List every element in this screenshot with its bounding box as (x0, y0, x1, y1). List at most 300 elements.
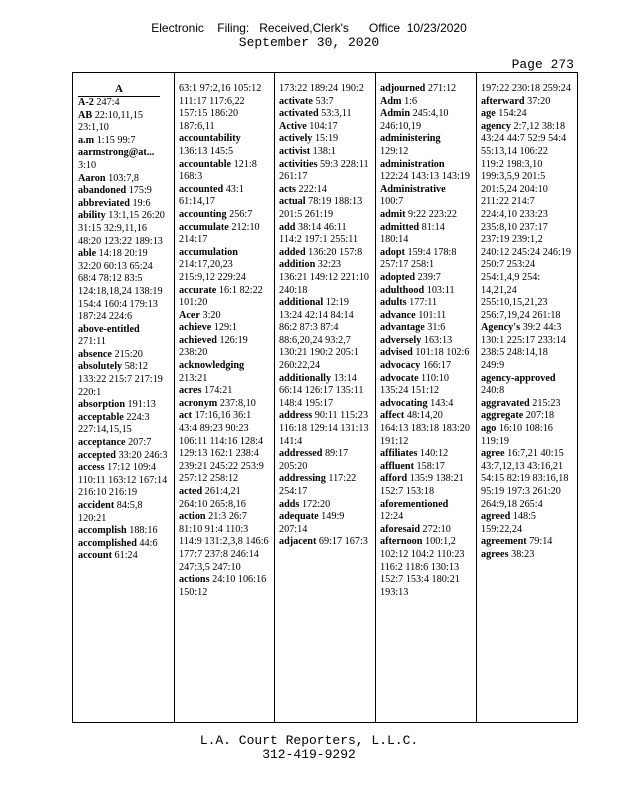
index-entry (279, 222, 370, 247)
index-term: agreement (481, 536, 527, 548)
index-entry (78, 349, 170, 362)
index-entry (481, 83, 572, 96)
index-refs: 16:7,21 40:15 43:7,12,13 43:16,21 54:15 82:19 83:16,18 95:19 197:3 261:20 264:9,18 265:4 (481, 448, 569, 510)
index-entry (481, 108, 572, 121)
index-refs: 12:24 (380, 511, 404, 523)
index-entry (78, 500, 170, 525)
index-refs: 22:10,11,15 23:1,10 (78, 109, 143, 134)
index-refs: 1:15 99:7 (96, 134, 136, 146)
index-refs: 53:7 (315, 95, 334, 107)
index-entry (380, 209, 471, 222)
index-entry (279, 184, 370, 197)
index-term: acres (179, 385, 202, 397)
index-refs: 148:5 159:22,24 (481, 511, 536, 535)
index-entry (380, 360, 471, 373)
index-entry (279, 83, 370, 96)
index-term: advance (380, 309, 416, 321)
index-entry (481, 536, 572, 549)
column-divider (476, 73, 477, 722)
index-refs: 239:7 (417, 271, 441, 283)
index-entry (179, 385, 270, 398)
index-term: afterward (481, 95, 525, 107)
index-entry (179, 285, 270, 310)
index-refs: 271:11 (78, 336, 106, 348)
index-entry (279, 373, 370, 411)
index-term: afford (380, 473, 408, 485)
index-entry (78, 198, 170, 211)
index-term: accumulate (179, 221, 229, 233)
index-column-2 (179, 83, 270, 718)
index-term: add (279, 221, 296, 233)
index-refs: 3:20 (202, 309, 221, 321)
index-term: aforementioned (380, 498, 449, 510)
index-term: a.m (78, 134, 95, 146)
index-term: accumulation (179, 246, 238, 258)
index-refs: 1:6 (404, 95, 418, 107)
index-refs: 53:3,11 (321, 108, 352, 120)
index-entry (279, 297, 370, 373)
index-refs: 163:13 (423, 334, 453, 346)
index-entry (179, 222, 270, 247)
index-refs: 136:20 157:8 (308, 246, 363, 258)
index-entry (279, 146, 370, 159)
index-refs: 166:17 (422, 360, 452, 372)
index-term: Agency's (481, 322, 521, 334)
index-term: aarmstrong@at... (78, 147, 155, 159)
index-refs: 84:5,8 120:21 (78, 500, 143, 524)
index-refs: 100:7 (380, 196, 404, 208)
index-entry (380, 335, 471, 348)
index-entry (279, 247, 370, 260)
index-entry (380, 133, 471, 158)
index-term: absorption (78, 399, 125, 411)
index-entry (380, 524, 471, 537)
index-term: access (78, 462, 105, 474)
index-refs: 188:16 (129, 525, 158, 537)
index-entry (279, 108, 370, 121)
index-refs: 224:3 227:14,15,15 (78, 411, 150, 436)
index-entry (380, 322, 471, 335)
index-term: agency (481, 120, 511, 132)
index-refs: 37:20 (527, 95, 551, 107)
index-refs: 63:1 97:2,16 105:12 111:17 117:6,22 157:15 186:20 187:6,11 (179, 83, 262, 132)
index-refs: 24:10 106:16 150:12 (179, 574, 267, 598)
index-entry (380, 398, 471, 411)
index-term: abbreviated (78, 197, 130, 209)
index-term: aggregate (481, 410, 524, 422)
index-term: additional (279, 297, 324, 309)
index-term: adults (380, 297, 407, 309)
index-term: account (78, 550, 112, 562)
index-entry (279, 511, 370, 536)
index-term: addition (279, 259, 316, 271)
index-term: activities (279, 158, 318, 170)
index-entry (78, 97, 170, 110)
index-refs: 16:10 108:16 119:19 (481, 423, 553, 447)
index-refs: 154:24 (498, 108, 527, 120)
index-entry (78, 412, 170, 437)
index-refs: 38:14 46:11 114:2 197:1 255:11 (279, 221, 359, 246)
index-refs: 17:16,16 36:1 43:4 89:23 90:23 106:11 114:16 128:4 129:13 162:1 238:4 239:21 245:22 253:9 257:12 258:12 (179, 410, 264, 485)
index-entry (179, 398, 270, 411)
index-term: actual (279, 196, 306, 208)
index-entry (78, 361, 170, 399)
index-term: ability (78, 210, 106, 222)
index-refs: 103:7,8 (108, 172, 139, 184)
index-entry (380, 247, 471, 272)
index-refs: 117:22 254:17 (279, 473, 357, 497)
index-entry (179, 322, 270, 335)
index-refs: 222:14 (298, 183, 327, 195)
index-entry (179, 335, 270, 360)
index-term: accomplish (78, 525, 127, 537)
index-entry (380, 159, 471, 184)
index-term: accepted (78, 449, 116, 461)
index-refs: 61:24 (114, 550, 138, 562)
index-refs: 136:13 145:5 (179, 145, 234, 157)
index-refs: 215:23 (532, 397, 561, 409)
index-term: acted (179, 486, 203, 497)
index-term: actions (179, 574, 210, 586)
index-term: addressed (279, 448, 323, 460)
index-refs: 100:1,2 102:12 104:2 110:23 116:2 118:6 130:13 152:7 153:4 180:21 193:13 (380, 536, 465, 598)
index-term: actively (279, 133, 313, 145)
index-term: accounting (179, 208, 227, 220)
index-term: affiliates (380, 448, 418, 460)
index-term: activated (279, 108, 319, 120)
index-term: address (279, 410, 313, 422)
index-refs: 90:11 115:23 116:18 129:14 131:13 141:4 (279, 410, 369, 447)
index-refs: 215:20 (114, 348, 143, 360)
index-refs: 261:4,21 264:10 265:8,16 (179, 486, 246, 510)
index-refs: 13:14 66:14 126:17 135:11 148:4 195:17 (279, 372, 364, 409)
index-entry (279, 410, 370, 448)
index-term: Active (279, 120, 307, 132)
index-column-1 (78, 83, 170, 718)
index-refs: 12:19 13:24 42:14 84:14 86:2 87:3 87:4 88:6,20,24 93:2,7 130:21 190:2 205:1 260:22,24 (279, 297, 359, 372)
index-term: acceptance (78, 437, 126, 449)
index-refs: 38:23 (511, 548, 535, 560)
index-entry (78, 210, 170, 248)
index-refs: 247:4 (96, 97, 120, 108)
index-refs: 89:17 205:20 (279, 448, 349, 472)
index-term: age (481, 108, 496, 120)
index-entry (78, 450, 170, 463)
index-refs: 14:18 20:19 32:20 60:13 65:24 68:4 78:12 83:5 124:18,18,24 138:19 154:4 160:4 179:13 187:24 224:6 (78, 248, 163, 323)
index-refs: 207:18 (525, 410, 555, 422)
index-term: admit (380, 208, 406, 220)
index-term: adversely (380, 334, 422, 346)
index-column-5 (481, 83, 572, 718)
index-refs: 39:2 44:3 130:1 225:17 233:14 238:5 248:14,18 249:9 (481, 322, 566, 372)
index-entry (481, 410, 572, 423)
index-term: affluent (380, 460, 414, 472)
index-term: advised (380, 347, 413, 359)
index-entry (78, 538, 170, 551)
index-refs: 101:11 (418, 309, 447, 321)
index-term: accident (78, 500, 115, 511)
page-number: Page 273 (511, 57, 574, 72)
index-term: abandoned (78, 185, 127, 197)
index-entry (279, 159, 370, 184)
index-refs: 44:6 (139, 537, 158, 549)
index-refs: 197:22 230:18 259:24 (481, 83, 571, 94)
index-term: aforesaid (380, 523, 420, 535)
index-refs: 43:1 61:14,17 (179, 183, 244, 208)
transcript-date: September 30, 2020 (238, 35, 380, 50)
index-entry (380, 285, 471, 298)
index-entry (179, 83, 270, 133)
index-refs: 2:7,12 38:18 43:24 44:7 52:9 54:4 55:13,14 106:22 119:2 198:3,10 199:3,5,9 201:5 201:5,24 204:10 211:22 214:7 224:4,10 233:23 235:8,10 237:17 237:19 239:1,2 240:12 245:24 246:19 250:7 253:24 254:1,4,9 254: 14,21,24 255:10,15,21,23 256:7,19,24 261:18 (481, 120, 571, 321)
index-term: activate (279, 95, 313, 107)
index-refs: 149:9 207:14 (279, 511, 345, 535)
index-entry (380, 222, 471, 247)
index-refs: 79:14 (529, 536, 553, 548)
index-refs: 135:9 138:21 152:7 153:18 (380, 473, 464, 497)
column-divider (174, 73, 175, 722)
index-entry (279, 121, 370, 134)
index-entry (279, 448, 370, 473)
index-refs: 103:11 (426, 284, 455, 296)
index-term: ago (481, 423, 497, 435)
index-entry (481, 549, 572, 562)
index-entry (179, 184, 270, 209)
index-entry (380, 297, 471, 310)
index-entry (179, 209, 270, 222)
index-entry (78, 324, 170, 349)
index-entry (380, 272, 471, 285)
index-entry (380, 499, 471, 524)
index-term: AB (78, 109, 93, 121)
index-term: aggravated (481, 397, 530, 409)
index-term: adopted (380, 271, 416, 283)
index-entry (380, 96, 471, 109)
index-entry (481, 398, 572, 411)
index-refs: 3:10 (78, 159, 97, 171)
index-refs: 17:12 109:4 110:11 163:12 167:14 216:10 216:19 (78, 462, 168, 499)
section-letter: A (78, 83, 160, 97)
index-entry (279, 259, 370, 297)
index-refs: 19:6 (132, 197, 151, 209)
index-term: advantage (380, 322, 425, 334)
index-refs: 256:7 (229, 208, 253, 220)
index-term: agency-approved (481, 372, 556, 384)
index-entry (380, 373, 471, 398)
index-entry (78, 185, 170, 198)
index-refs: 159:4 178:8 257:17 258:1 (380, 246, 457, 271)
index-entry (279, 96, 370, 109)
index-entry (380, 108, 471, 133)
index-entry (179, 410, 270, 486)
index-refs: 172:20 (301, 498, 331, 510)
index-entry (380, 448, 471, 461)
index-refs: 140:12 (419, 448, 449, 460)
index-term: addressing (279, 473, 326, 485)
index-term: adjacent (279, 536, 317, 548)
index-refs: 138:1 (312, 145, 336, 157)
index-refs: 245:4,10 246:10,19 (380, 108, 449, 132)
index-refs: 212:10 214:17 (179, 221, 260, 246)
index-entry (380, 347, 471, 360)
index-refs: 104:17 (309, 120, 338, 132)
index-refs: 122:24 143:13 143:19 (380, 171, 470, 183)
index-entry (481, 96, 572, 109)
index-entry (78, 462, 170, 500)
index-refs: 175:9 (128, 185, 152, 197)
index-term: adjourned (380, 83, 426, 94)
filing-stamp: Electronic Filing: Received,Clerk's Office 10/23/2020 (151, 21, 467, 35)
column-divider (274, 73, 275, 722)
reporter-company: L.A. Court Reporters, L.L.C. (199, 733, 419, 748)
index-entry (179, 159, 270, 184)
index-term: acknowledging (179, 360, 245, 372)
index-refs: 48:14,20 164:13 183:18 183:20 191:12 (380, 410, 470, 447)
index-refs: 237:8,10 (219, 397, 256, 409)
index-entry (481, 423, 572, 448)
index-refs: 9:22 223:22 (408, 208, 457, 220)
index-refs: 158:17 (416, 460, 445, 472)
index-refs: 121:8 168:3 (179, 158, 257, 183)
index-entry (78, 550, 170, 563)
index-refs: 31:6 (427, 322, 446, 334)
index-refs: 33:20 246:3 (118, 449, 168, 461)
index-refs: 110:10 135:24 151:12 (380, 372, 449, 397)
index-term: Admin (380, 108, 411, 120)
index-entry (380, 473, 471, 498)
index-refs: 177:11 (409, 297, 438, 309)
index-term: Acer (179, 309, 200, 321)
index-refs: 173:22 189:24 190:2 (279, 83, 364, 94)
index-entry (380, 461, 471, 474)
index-refs: 240:8 (481, 385, 505, 397)
column-divider (375, 73, 376, 722)
index-term: achieved (179, 334, 217, 346)
index-entry (179, 486, 270, 511)
index-term: adulthood (380, 284, 425, 296)
index-entry (481, 121, 572, 323)
index-table (72, 72, 578, 723)
index-entry (78, 437, 170, 450)
index-term: accomplished (78, 537, 137, 549)
index-refs: 81:14 180:14 (380, 221, 445, 246)
index-term: absolutely (78, 361, 123, 373)
index-entry (380, 410, 471, 448)
index-entry (380, 536, 471, 599)
index-refs: 126:19 238:20 (179, 334, 248, 359)
index-entry (78, 399, 170, 412)
index-term: action (179, 511, 206, 523)
index-term: accounted (179, 183, 224, 195)
index-term: agreed (481, 511, 511, 523)
index-term: accountability (179, 133, 241, 145)
index-entry (78, 525, 170, 538)
index-entry (179, 310, 270, 323)
index-refs: 143:4 (430, 397, 454, 409)
index-term: administering (380, 133, 441, 145)
index-entry (179, 133, 270, 158)
index-term: act (179, 410, 193, 422)
index-refs: 271:12 (427, 83, 457, 94)
index-column-4 (380, 83, 471, 718)
index-entry (279, 196, 370, 221)
index-entry (481, 511, 572, 536)
index-refs: 272:10 (422, 523, 451, 535)
index-refs: 101:18 102:6 (415, 347, 470, 359)
index-entry (279, 499, 370, 512)
index-entry (380, 184, 471, 209)
index-term: advocacy (380, 360, 421, 372)
index-term: adds (279, 498, 300, 510)
index-term: absence (78, 348, 112, 360)
index-entry (78, 248, 170, 324)
index-term: afternoon (380, 536, 423, 548)
index-refs: 214:17,20,23 215:9,12 229:24 (179, 259, 246, 283)
index-entry (380, 83, 471, 96)
index-entry (78, 173, 170, 186)
index-term: advocating (380, 397, 428, 409)
index-term: able (78, 248, 97, 260)
index-term: acts (279, 183, 296, 195)
index-entry (279, 133, 370, 146)
index-term: admitted (380, 221, 420, 233)
index-term: adequate (279, 511, 319, 523)
index-refs: 129:12 (380, 145, 409, 157)
index-entry (279, 536, 370, 549)
index-refs: 129:1 (213, 322, 238, 334)
index-refs: 58:12 133:22 215:7 217:19 220:1 (78, 361, 163, 398)
index-term: activist (279, 145, 311, 157)
index-term: accurate (179, 284, 217, 296)
index-entry (279, 473, 370, 498)
index-column-3 (279, 83, 370, 718)
index-term: acronym (179, 397, 218, 409)
index-refs: 21:3 26:7 81:10 91:4 110:3 114:9 131:2,3,8 146:6 177:7 237:8 246:14 247:3,5 247:10 (179, 511, 269, 573)
index-refs: 13:1,15 26:20 31:15 32:9,11,16 48:20 123:22 189:13 (78, 210, 165, 247)
index-term: agrees (481, 548, 509, 560)
index-term: achieve (179, 322, 212, 334)
index-refs: 59:3 228:11 261:17 (279, 158, 369, 183)
index-refs: 213:21 (179, 372, 208, 384)
index-entry (481, 322, 572, 372)
index-entry (481, 448, 572, 511)
index-entry (78, 110, 170, 135)
index-entry (179, 247, 270, 285)
index-refs: 32:23 136:21 149:12 221:10 240:18 (279, 259, 369, 296)
index-term: affect (380, 410, 405, 422)
index-term: administration (380, 158, 445, 170)
index-refs: 78:19 188:13 201:5 261:19 (279, 196, 363, 220)
index-term: above-entitled (78, 323, 140, 335)
index-refs: 16:1 82:22 101:20 (179, 284, 263, 309)
index-entry (179, 360, 270, 385)
index-term: adopt (380, 246, 405, 258)
index-entry (380, 310, 471, 323)
index-term: acceptable (78, 411, 124, 423)
index-entry (78, 147, 170, 172)
index-term: Administrative (380, 183, 446, 195)
index-refs: 69:17 167:3 (318, 536, 368, 548)
reporter-phone: 312-419-9292 (262, 747, 356, 762)
index-refs: 174:21 (204, 385, 233, 397)
index-term: A-2 (78, 97, 94, 108)
index-entry (179, 511, 270, 574)
index-refs: 191:13 (127, 399, 156, 411)
index-term: additionally (279, 372, 332, 384)
index-entry (481, 373, 572, 398)
index-term: advocate (380, 372, 419, 384)
index-term: accountable (179, 158, 232, 170)
index-term: Aaron (78, 172, 106, 184)
